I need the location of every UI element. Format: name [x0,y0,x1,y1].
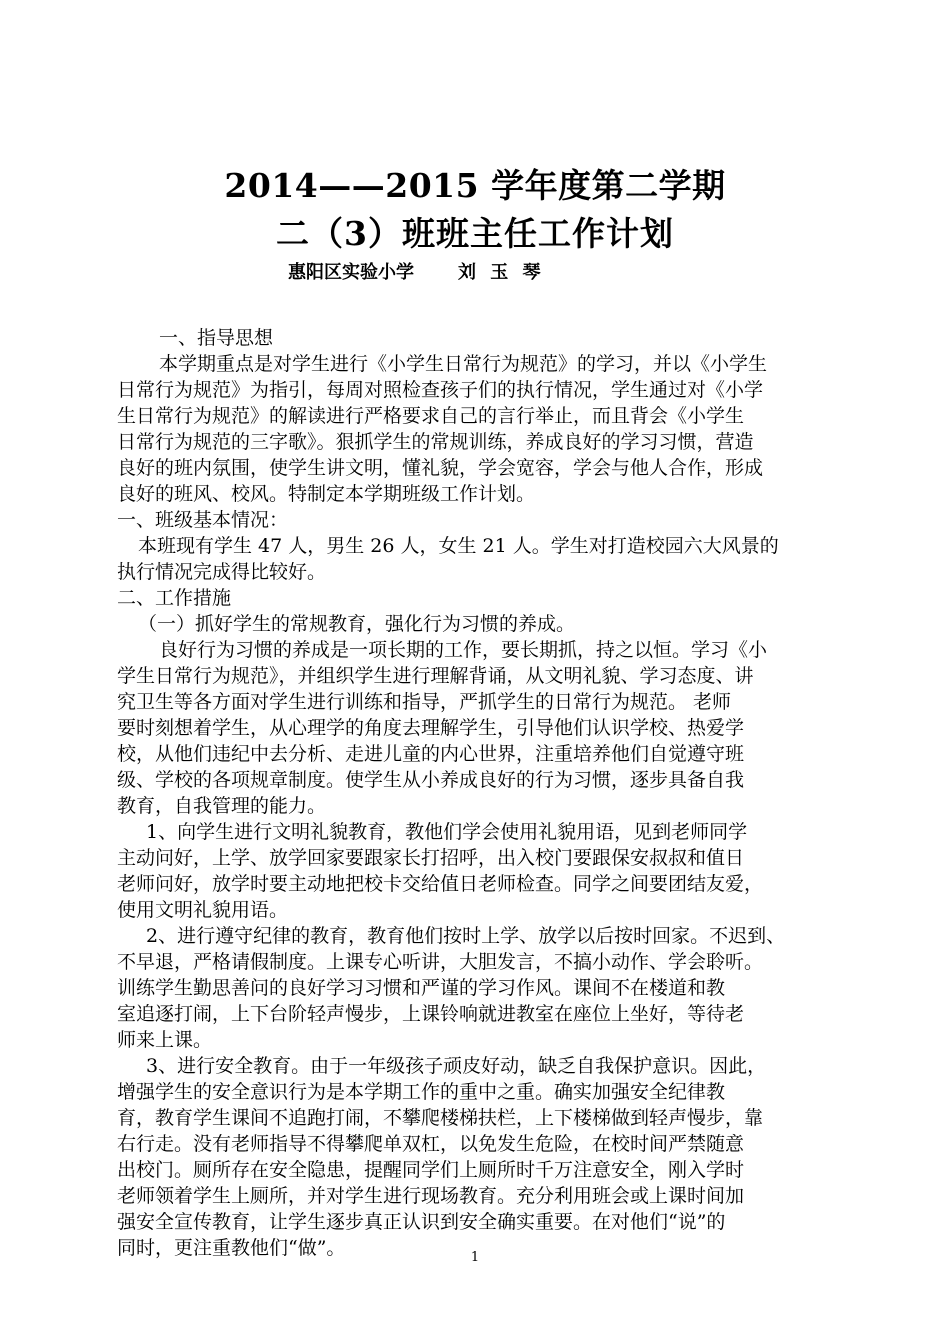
body-text-line: 良好的班内氛围，使学生讲文明，懂礼貌，学会宽容，学会与他人合作，形成 [117,457,764,479]
body-text-line: 2、进行遵守纪律的教育，教育他们按时上学、放学以后按时回家。不迟到、 [146,925,786,947]
body-text-line: 本班现有学生 47 人，男生 26 人，女生 21 人。学生对打造校园六大风景的 [138,535,779,557]
author-name: 刘 玉 琴 [458,262,545,283]
body-text-line: 二、工作措施 [117,587,232,609]
body-text-line: 执行情况完成得比较好。 [117,561,327,583]
body-text-line: 出校门。厕所存在安全隐患，提醒同学们上厕所时千万注意安全，刚入学时 [117,1159,745,1181]
body-text-line: 3、进行安全教育。由于一年级孩子顽皮好动，缺乏自我保护意识。因此， [146,1055,767,1077]
body-text-line: 校，从他们违纪中去分析、走进儿童的内心世界，注重培养他们自觉遵守班 [117,743,745,765]
page-number: 1 [470,1250,480,1265]
body-text-line: 究卫生等各方面对学生进行训练和指导，严抓学生的日常行为规范。 老师 [117,691,732,713]
body-text-line: 教育，自我管理的能力。 [117,795,327,817]
document-title-line1: 2014——2015 学年度第二学期 [224,166,726,205]
body-text-line: 强安全宣传教育，让学生逐步真正认识到安全确实重要。在对他们“说”的 [117,1211,726,1233]
body-text-line: 良好的班风、校风。特制定本学期班级工作计划。 [117,483,536,505]
document-body [117,325,843,1261]
body-text-line: 同时，更注重教他们“做”。 [117,1237,346,1259]
body-text-line: 主动问好，上学、放学回家要跟家长打招呼，出入校门要跟保安叔叔和值日 [117,847,745,869]
body-text-line: 学生日常行为规范》，并组织学生进行理解背诵，从文明礼貌、学习态度、讲 [117,665,754,687]
body-text-line: 老师问好，放学时要主动地把校卡交给值日老师检查。同学之间要团结友爱， [117,873,764,895]
body-text-line: 育，教育学生课间不追跑打闹，不攀爬楼梯扶栏，上下楼梯做到轻声慢步，靠 [117,1107,764,1129]
body-text-line: 良好行为习惯的养成是一项长期的工作，要长期抓，持之以恒。学习《小 [159,639,768,661]
body-text-line: 不早退，严格请假制度。上课专心听讲，大胆发言，不搞小动作、学会聆听。 [117,951,764,973]
body-text-line: 室追逐打闹，上下台阶轻声慢步，上课铃响就进教室在座位上坐好，等待老 [117,1003,745,1025]
body-text-line: 1、向学生进行文明礼貌教育，教他们学会使用礼貌用语，见到老师同学 [146,821,748,843]
body-text-line: 增强学生的安全意识行为是本学期工作的重中之重。确实加强安全纪律教 [117,1081,726,1103]
body-text-line: 日常行为规范》为指引，每周对照检查孩子们的执行情况，学生通过对《小学 [117,379,764,401]
document-title-line2: 二（3）班班主任工作计划 [276,214,674,253]
body-text-line: 一、班级基本情况： [117,509,289,531]
body-text-line: 要时刻想着学生，从心理学的角度去理解学生，引导他们认识学校、热爱学 [117,717,745,739]
body-text-line: 使用文明礼貌用语。 [117,899,289,921]
body-text-line: 一、指导思想 [159,327,274,349]
body-text-line: 日常行为规范的三字歌》。狠抓学生的常规训练，养成良好的学习习惯，营造 [117,431,754,453]
body-text-line: 老师领着学生上厕所，并对学生进行现场教育。充分利用班会或上课时间加 [117,1185,745,1207]
body-text-line: 训练学生勤思善问的良好学习习惯和严谨的学习作风。课间不在楼道和教 [117,977,726,999]
body-text-line: 右行走。没有老师指导不得攀爬单双杠，以免发生危险，在校时间严禁随意 [117,1133,745,1155]
body-text-line: （一）抓好学生的常规教育，强化行为习惯的养成。 [138,613,576,635]
body-text-line: 生日常行为规范》的解读进行严格要求自己的言行举止，而且背会《小学生 [117,405,745,427]
body-text-line: 级、学校的各项规章制度。使学生从小养成良好的行为习惯，逐步具备自我 [117,769,745,791]
author-line [288,258,545,284]
body-text-line: 本学期重点是对学生进行《小学生日常行为规范》的学习，并以《小学生 [159,353,768,375]
body-text-line: 师来上课。 [117,1029,213,1051]
author-school: 惠阳区实验小学 [288,262,414,283]
